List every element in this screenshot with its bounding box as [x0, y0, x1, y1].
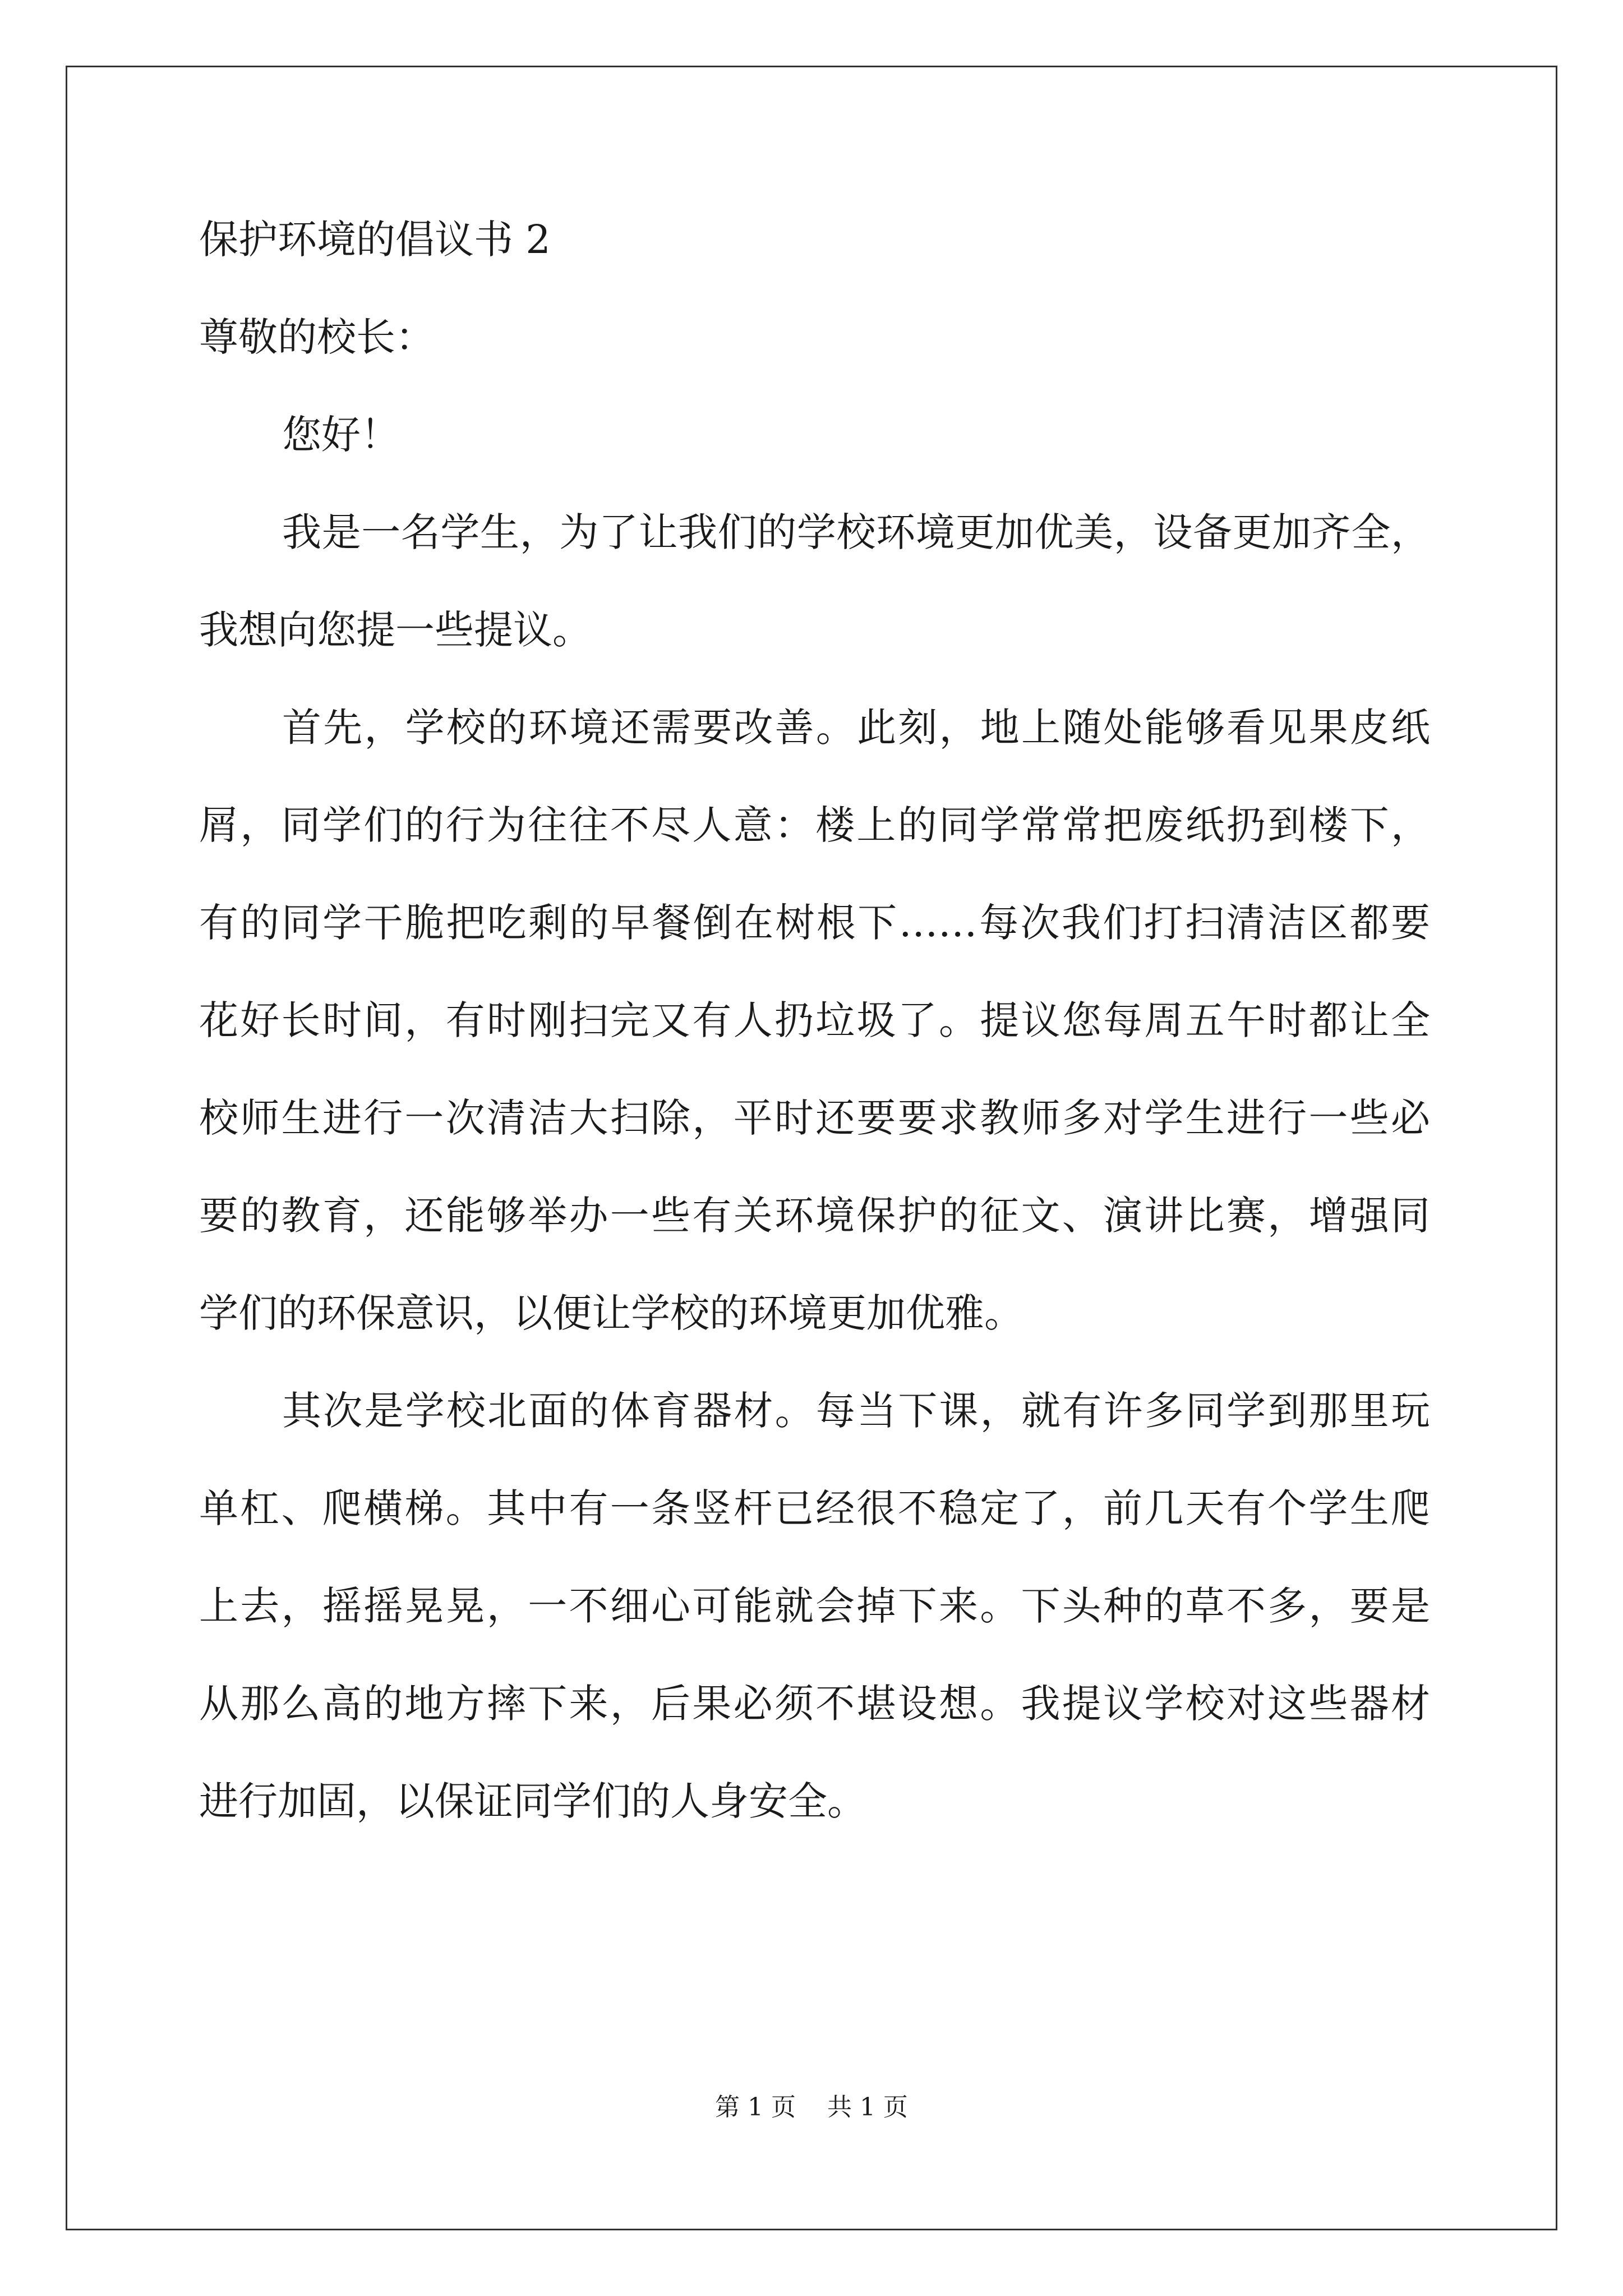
paragraph-3: [199, 1388, 1430, 1824]
paragraph-line: 有的同学干脆把吃剩的早餐倒在树根下……每次我们打扫清洁区都要: [199, 900, 1430, 946]
salutation: 尊敬的校长：: [199, 314, 435, 360]
paragraph-line: 从那么高的地方摔下来，后果必须不堪设想。我提议学校对这些器材: [199, 1681, 1430, 1727]
paragraph-1: [199, 509, 1430, 653]
paragraph-line: 单杠、爬横梯。其中有一条竖杆已经很不稳定了，前几天有个学生爬: [199, 1485, 1430, 1531]
page-number-footer: 第 1 页 共 1 页: [715, 2093, 908, 2122]
document-title: 保护环境的倡议书 2: [199, 217, 551, 263]
paragraph-line: 进行加固，以保证同学们的人身安全。: [199, 1778, 866, 1824]
paragraph-line: 我想向您提一些提议。: [199, 607, 592, 653]
document-body: [199, 217, 1430, 1879]
paragraph-line: 其次是学校北面的体育器材。每当下课，就有许多同学到那里玩: [282, 1388, 1430, 1434]
paragraph-line: 要的教育，还能够举办一些有关环境保护的征文、演讲比赛，增强同: [199, 1193, 1430, 1239]
paragraph-line: 上去，摇摇晃晃，一不细心可能就会掉下来。下头种的草不多，要是: [199, 1583, 1430, 1629]
paragraph-line: 花好长时间，有时刚扫完又有人扔垃圾了。提议您每周五午时都让全: [199, 997, 1430, 1043]
paragraph-line: 校师生进行一次清洁大扫除，平时还要要求教师多对学生进行一些必: [199, 1095, 1430, 1141]
paragraph-line: 首先，学校的环境还需要改善。此刻，地上随处能够看见果皮纸: [282, 705, 1430, 751]
paragraph-line: 我是一名学生，为了让我们的学校环境更加优美，设备更加齐全，: [282, 509, 1430, 555]
paragraph-line: 屑，同学们的行为往往不尽人意：楼上的同学常常把废纸扔到楼下，: [199, 802, 1430, 848]
paragraph-2: [199, 705, 1430, 1336]
paragraph-line: 学们的环保意识，以便让学校的环境更加优雅。: [199, 1290, 1023, 1336]
greeting: 您好！: [282, 412, 400, 458]
